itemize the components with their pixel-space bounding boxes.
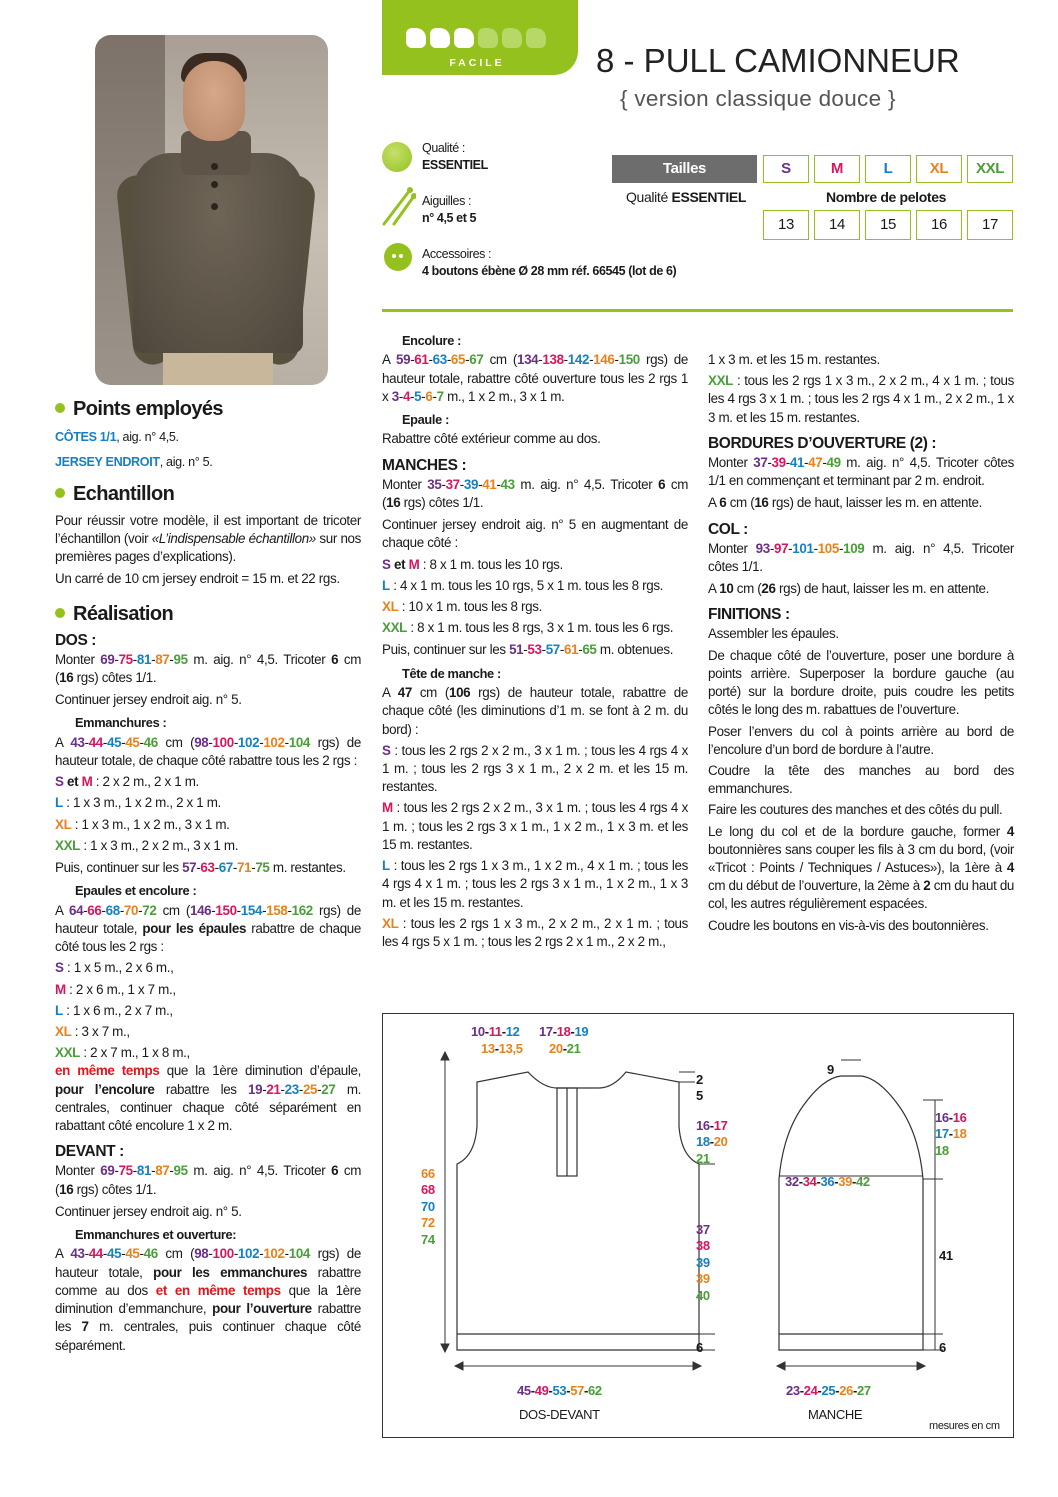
quality-row-label: Qualité ESSENTIEL (626, 189, 747, 205)
col-title: COL : (708, 520, 748, 538)
pelotes-l: 15 (865, 210, 911, 240)
dos-title: DOS : (55, 631, 97, 649)
model-photo (95, 35, 328, 385)
pelotes-xl: 16 (916, 210, 962, 240)
bordures-title: BORDURES D’OUVERTURE (2) : (708, 434, 937, 452)
left-column: Points employés CÔTES 1/1, aig. n° 4,5. JERSEY ENDROIT, aig. n° 5. Echantillon Pour réussir votre modèle, il est important de tricoter l’échantillon (voir «L’indispensable échantillon» sur nos premières pages d’explications). Un carré de 10 cm jersey endroit = 15 m. et 22 rgs. Réalisation DOS : Monter 69-75-81-87-95 m. aig. n° 4,5. Tricoter 6 cm (16 rgs) côtes 1/1. Continuer jersey endroit aig. n° 5. Emmanchures : A 43-44-45-45-46 cm (98-100-102-102-104 rgs) de hauteur totale, de chaque côté rabattre tous les 2 rgs : S et M : 2 x 2 m., 2 x 1 m. L : 1 x 3 m., 1 x 2 m., 2 x 1 m. XL : 1 x 3 m., 1 x 2 m., 3 x 1 m. XXL : 1 x 3 m., 2 x 2 m., 3 x 1 m. Puis, continuer sur les 57-63-67-71-75 m. restantes. Epaules et encolure : A 64-66-68-70-72 cm (146-150-154-158-162 rgs) de hauteur totale, pour les épaules rabattre de chaque côté tous les 2 rgs : S : 1 x 5 m., 2 x 6 m., M : 2 x 6 m., 1 x 7 m., L : 1 x 6 m., 2 x 7 m., XL : 3 x 7 m., XXL : 2 x 7 m., 1 x 8 m., en même temps que la 1ère diminution d’épaule, pour l’encolure rabattre les 19-21-23-25-27 m. centrales, continuer chaque côté séparément en rabattant côté encolure 1 x 2 m. DEVANT : Monter 69-75-81-87-95 m. aig. n° 4,5. Tricoter 6 cm (16 rgs) côtes 1/1. Continuer jersey endroit aig. n° 5. Emmanchures et ouverture: A 43-44-45-45-46 cm (98-100-102-102-104 rgs) de hauteur totale, pour les emmanchures rabattre comme au dos et en même temps que la 1ère diminution d’emmanchure, pour l’ouverture rabattre les 7 m. centrales, puis continuer chaque côté séparément. (55, 398, 362, 1353)
size-l: L (865, 155, 911, 183)
quality-spec: Qualité : ESSENTIEL (422, 141, 488, 172)
sleeve-cap-label: 16-16 17-18 18 (935, 1110, 967, 1158)
body-width-label: 45-49-53-57-62 (517, 1383, 602, 1398)
units-note: mesures en cm (929, 1420, 1000, 1432)
page-title: 8 - PULL CAMIONNEUR (596, 42, 960, 79)
middle-column: Encolure : A 59-61-63-65-67 cm (134-138-142-146-150 rgs) de hauteur totale, rabattre côté ouverture tous les 2 rgs 1 x 3-4-5-6-7 m., 1 x 2 m., 3 x 1 m. Epaule : Rabattre côté extérieur comme au dos. MANCHES : Monter 35-37-39-41-43 m. aig. n° 4,5. Tricoter 6 cm (16 rgs) côtes 1/1. Continuer jersey endroit aig. n° 5 en augmentant de chaque côté : S et M : 8 x 1 m. tous les 10 rgs. L : 4 x 1 m. tous les 10 rgs, 5 x 1 m. tous les 8 rgs. XL : 10 x 1 m. tous les 8 rgs. XXL : 8 x 1 m. tous les 8 rgs, 3 x 1 m. tous les 6 rgs. Puis, continuer sur les 51-53-57-61-65 m. obtenues. Tête de manche : A 47 cm (106 rgs) de hauteur totale, rabattre de chaque côté (les diminutions d’1 m. se font à 2 m. du bord) : S : tous les 2 rgs 2 x 2 m., 3 x 1 m. ; tous les 4 rgs 4 x 1 m. ; tous les 2 rgs 3 x 1 m., 2 x 2 m. et les 15 m. restantes. M : tous les 2 rgs 2 x 2 m., 3 x 1 m. ; tous les 4 rgs 4 x 1 m. ; tous les 2 rgs 3 x 1 m., 1 x 2 m., 1 x 3 m. et les 15 m. restantes. L : tous les 2 rgs 1 x 3 m., 1 x 2 m., 4 x 1 m. ; tous les 4 rgs 4 x 1 m. ; tous les 2 rgs 3 x 1 m., 1 x 2 m., 1 x 3 m. et les 15 m. restantes. XL : tous les 2 rgs 1 x 3 m., 2 x 2 m., 2 x 1 m. ; tous les 4 rgs 5 x 1 m. ; tous les 2 rgs 2 x 1 m., 2 x 2 m., (382, 333, 689, 949)
pelotes-xxl: 17 (967, 210, 1013, 240)
page-subtitle: { version classique douce } (620, 86, 896, 111)
devant-title: DEVANT : (55, 1143, 124, 1161)
sleeve-width-label: 32-34-36-39-42 (785, 1174, 870, 1189)
shoulder-width-label-2: 20-21 (549, 1041, 581, 1056)
size-m: M (814, 155, 860, 183)
size-xxl: XXL (967, 155, 1013, 183)
shoulder-drop-label: 2 (696, 1072, 703, 1087)
accessories-spec: Accessoires : 4 boutons ébène Ø 28 mm réf. 66545 (lot de 6) (422, 247, 677, 278)
sleeve-length-label: 41 (939, 1248, 953, 1263)
manches-title: MANCHES : (382, 456, 467, 474)
armhole-depth-label: 16-17 18-20 21 (696, 1118, 728, 1166)
sheep-icon (406, 28, 426, 48)
section-points: Points employés (55, 396, 361, 423)
neck-width-label-2: 13-13,5 (481, 1041, 523, 1056)
schema-diagram (382, 1013, 1014, 1438)
size-xl: XL (916, 155, 962, 183)
needles-spec: Aiguilles : n° 4,5 et 5 (422, 194, 477, 225)
body-length-label: 37 38 39 39 40 (696, 1222, 710, 1303)
header-divider (382, 309, 1013, 312)
button-icon (384, 243, 412, 271)
manche-label: MANCHE (808, 1407, 863, 1422)
difficulty-label: FACILE (449, 57, 505, 69)
finitions-title: FINITIONS : (708, 606, 790, 624)
sheep-icon (526, 28, 546, 48)
sheep-icon (454, 28, 474, 48)
size-s: S (763, 155, 809, 183)
cuff-width-label: 23-24-25-26-27 (786, 1383, 871, 1398)
knitting-needles-icon (380, 186, 416, 226)
yarn-ball-icon (382, 142, 412, 172)
sheep-icon (430, 28, 450, 48)
right-column: 1 x 3 m. et les 15 m. restantes. XXL : tous les 2 rgs 1 x 3 m., 2 x 2 m., 4 x 1 m. ; tous les 4 rgs 3 x 1 m. ; tous les 2 rgs 4 x 1 m., 2 x 2 m., 1 x 3 m. et les 15 m. restantes. BORDURES D’OUVERTURE (2) : Monter 37-39-41-47-49 m. aig. n° 4,5. Tricoter côtes 1/1 en commençant et terminant par 2 m. endroit. A 6 cm (16 rgs) de haut, laisser les m. en attente. COL : Monter 93-97-101-105-109 m. aig. n° 4,5. Tricoter côtes 1/1. A 10 cm (26 rgs) de haut, laisser les m. en attente. FINITIONS : Assembler les épaules. De chaque côté de l’ouverture, poser une bordure à points arrière. Superposer la bordure gauche (au porté) sur la bordure droite, puis coudre les petits côtés le long des m. rabattues de l’ouverture. Poser l’envers du col à points arrière au bord de l’encolure d’un bord de bordure à l’autre. Coudre la tête des manches au bord des emmanchures. Faire les coutures des manches et des côtés du pull. Le long du col et de la bordure gauche, former 4 boutonnières sans couper les fils à 3 cm du bord, (voir «Tricot : Points / Techniques / Astuces»), la 1ère à 4 cm du début de l’ouverture, la 2ème à 2 cm du haut du col, les autres régulièrement espacées. Coudre les boutons en vis-à-vis des boutonnières. (708, 352, 1015, 933)
sheep-icon (478, 28, 498, 48)
section-echantillon: Echantillon (55, 481, 361, 508)
pelotes-m: 14 (814, 210, 860, 240)
section-realisation: Réalisation (55, 601, 361, 628)
sheep-icon (502, 28, 522, 48)
dos-devant-label: DOS-DEVANT (519, 1407, 600, 1422)
shoulder-width-label: 17-18-19 (539, 1024, 589, 1039)
neck-depth-label: 5 (696, 1088, 703, 1103)
sleeve-top-label: 9 (827, 1062, 834, 1077)
neck-width-label: 10-11-12 (471, 1024, 520, 1039)
sizes-header: Tailles (612, 155, 757, 183)
total-height-label: 66 68 70 72 74 (421, 1166, 435, 1247)
sleeve-rib-label: 6 (939, 1340, 946, 1355)
pelotes-s: 13 (763, 210, 809, 240)
pelotes-header: Nombre de pelotes (826, 189, 947, 205)
body-rib-label: 6 (696, 1340, 703, 1355)
